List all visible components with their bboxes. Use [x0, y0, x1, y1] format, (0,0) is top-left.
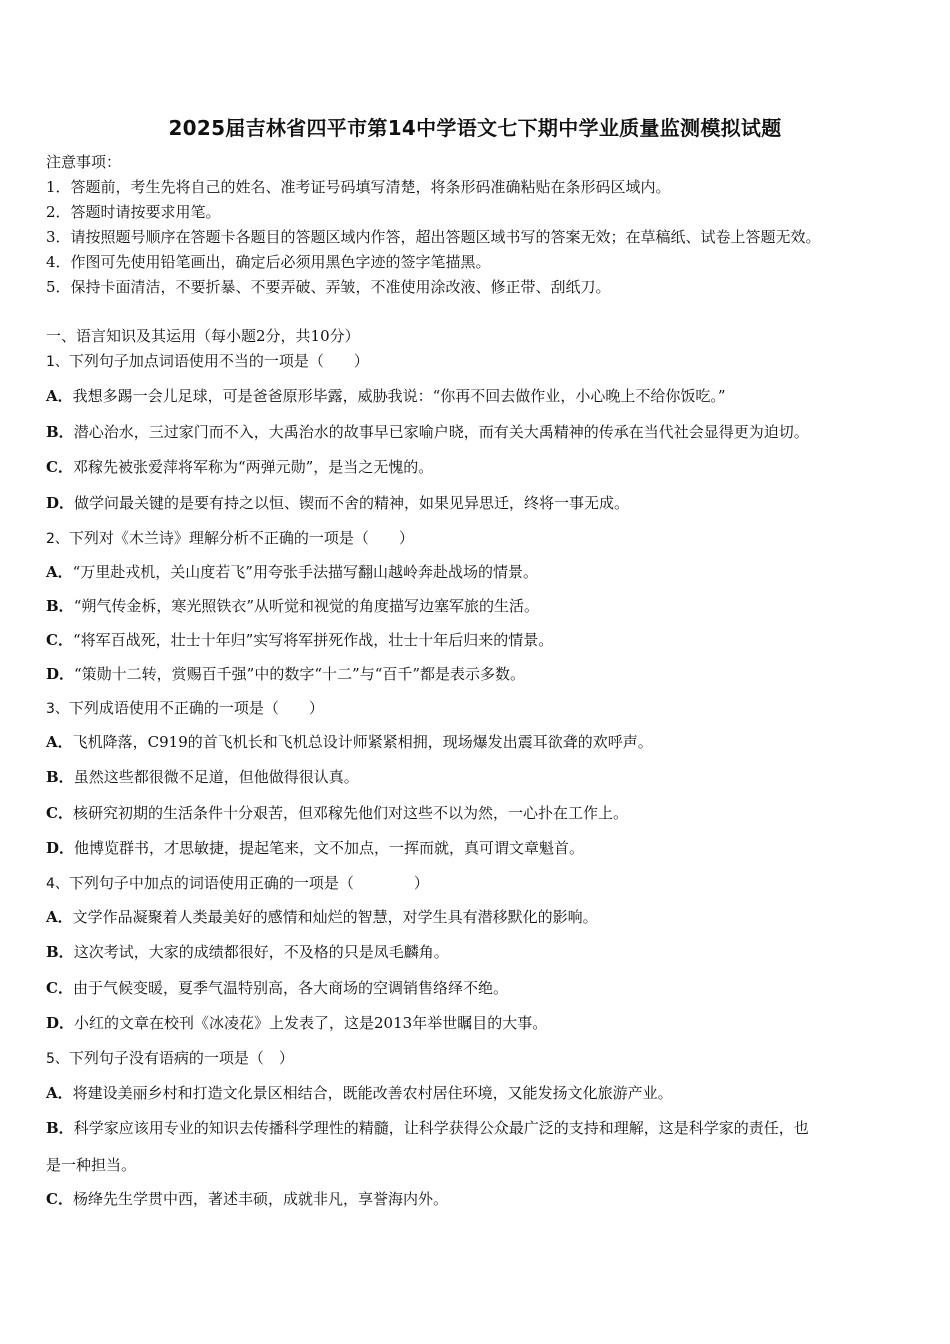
- option-line: [46, 493, 629, 513]
- option-text: 小红的文章在校刊《冰凌花》上发表了，这是2013年举世瞩目的大事。: [74, 1014, 548, 1032]
- option-text: 核研究初期的生活条件十分艰苦，但邓稼先他们对这些不以为然，一心扑在工作上。: [72, 804, 628, 822]
- option-text: 潜心治水，三过家门而不入，大禹治水的故事早已家喻户晓，而有关大禹精神的传承在当代社会显得更为迫切。: [73, 423, 809, 441]
- option-line: [46, 457, 433, 477]
- question-text: 下列句子中加点的词语使用正确的一项是（ ）: [68, 874, 429, 892]
- question-number: 3、: [46, 701, 69, 717]
- option-letter: C．: [46, 979, 73, 997]
- question-number: 1、: [46, 354, 69, 370]
- option-letter: A．: [46, 908, 73, 926]
- option-line: [46, 1083, 673, 1103]
- option-line: [46, 1013, 547, 1033]
- notice-item: 5．保持卡面清洁，不要折暴、不要弄破、弄皱，不准使用涂改液、修正带、刮纸刀。: [46, 278, 611, 296]
- option-letter: B．: [46, 423, 74, 441]
- option-text: 飞机降落，C919的首飞机长和飞机总设计师紧紧相拥，现场爆发出震耳欲聋的欢呼声。: [72, 733, 653, 751]
- question-stem: [46, 698, 324, 719]
- option-text: 将建设美丽乡村和打造文化景区相结合，既能改善农村居住环境，又能发扬文化旅游产业。: [72, 1084, 673, 1102]
- option-letter: A．: [46, 563, 73, 581]
- question-number: 2、: [46, 531, 69, 547]
- option-line: [46, 422, 809, 442]
- option-letter: D．: [46, 665, 75, 683]
- notice-item: 4．作图可先使用铅笔画出，确定后必须用黑色字迹的签字笔描黑。: [46, 253, 491, 271]
- option-text: 我想多踢一会儿足球，可是爸爸原形毕露，威胁我说：“你再不回去做作业，小心晚上不给你饭吃。”: [72, 387, 726, 405]
- option-letter: A．: [46, 733, 73, 751]
- question-stem: [46, 1048, 294, 1069]
- option-line: [46, 732, 653, 752]
- option-letter: C．: [46, 631, 73, 649]
- option-line: [46, 596, 539, 616]
- option-letter: D．: [46, 1014, 75, 1032]
- option-text: 由于气候变暖，夏季气温特别高，各大商场的空调销售络绎不绝。: [72, 979, 508, 997]
- notice-heading: 注意事项：: [46, 153, 122, 171]
- question-number: 4、: [46, 876, 69, 892]
- option-text: 科学家应该用专业的知识去传播科学理性的精髓，让科学获得公众最广泛的支持和理解，这是科学家的责任，也: [73, 1119, 809, 1137]
- option-text: “策勋十二转，赏赐百千强”中的数字“十二”与“百千”都是表示多数。: [74, 665, 526, 683]
- option-letter: A．: [46, 387, 73, 405]
- option-letter: D．: [46, 494, 75, 512]
- option-text: “将军百战死，壮士十年归”实写将军拼死作战，壮士十年后归来的情景。: [72, 631, 554, 649]
- option-line: [46, 803, 628, 823]
- option-continuation: 是一种担当。: [46, 1156, 137, 1174]
- option-line: [46, 664, 525, 684]
- notice-item: 2．答题时请按要求用笔。: [46, 203, 221, 221]
- notice-item: 1．答题前，考生先将自己的姓名、准考证号码填写清楚，将条形码准确粘贴在条形码区域内。: [46, 178, 671, 196]
- option-letter: C．: [46, 804, 73, 822]
- page-title: 2025届吉林省四平市第14中学语文七下期中学业质量监测模拟试题: [168, 116, 782, 140]
- option-text: 虽然这些都很微不足道，但他做得很认真。: [73, 768, 359, 786]
- question-text: 下列对《木兰诗》理解分析不正确的一项是（ ）: [68, 529, 414, 547]
- option-letter: A．: [46, 1084, 73, 1102]
- option-letter: D．: [46, 839, 75, 857]
- question-text: 下列成语使用不正确的一项是（ ）: [68, 699, 324, 717]
- option-letter: B．: [46, 1119, 74, 1137]
- notice-item: 3．请按照题号顺序在答题卡各题目的答题区域内作答，超出答题区域书写的答案无效；在草稿纸、试卷上答题无效。: [46, 228, 821, 246]
- option-line: [46, 1118, 809, 1138]
- option-letter: C．: [46, 458, 73, 476]
- option-line: [46, 630, 553, 650]
- question-stem: [46, 351, 369, 372]
- option-text: “朔气传金柝，寒光照铁衣”从听觉和视觉的角度描写边塞军旅的生活。: [73, 597, 540, 615]
- question-stem: [46, 873, 429, 894]
- option-line: [46, 942, 449, 962]
- section-heading: 一、语言知识及其运用（每小题2分，共10分）: [46, 327, 360, 345]
- option-text: 他博览群书，才思敏捷，提起笔来，文不加点，一挥而就，真可谓文章魁首。: [74, 839, 585, 857]
- option-letter: B．: [46, 597, 74, 615]
- option-letter: B．: [46, 768, 74, 786]
- option-line: [46, 907, 598, 927]
- question-text: 下列句子没有语病的一项是（ ）: [68, 1049, 294, 1067]
- question-stem: [46, 528, 414, 549]
- question-number: 5、: [46, 1051, 69, 1067]
- question-text: 下列句子加点词语使用不当的一项是（ ）: [68, 352, 369, 370]
- option-text: 这次考试，大家的成绩都很好，不及格的只是凤毛麟角。: [73, 943, 449, 961]
- option-line: [46, 767, 359, 787]
- option-letter: B．: [46, 943, 74, 961]
- option-line: [46, 386, 725, 406]
- option-line: [46, 1189, 448, 1209]
- option-text: 邓稼先被张爱萍将军称为“两弹元勋”，是当之无愧的。: [72, 458, 434, 476]
- option-line: [46, 978, 508, 998]
- option-text: 杨绛先生学贯中西，著述丰硕，成就非凡，享誉海内外。: [72, 1190, 448, 1208]
- option-line: [46, 562, 538, 582]
- option-line: [46, 838, 584, 858]
- option-text: “万里赴戎机，关山度若飞”用夸张手法描写翻山越岭奔赴战场的情景。: [72, 563, 538, 581]
- option-text: 文学作品凝聚着人类最美好的感情和灿烂的智慧，对学生具有潜移默化的影响。: [72, 908, 598, 926]
- option-text: 做学问最关键的是要有持之以恒、锲而不舍的精神，如果见异思迁，终将一事无成。: [74, 494, 630, 512]
- option-letter: C．: [46, 1190, 73, 1208]
